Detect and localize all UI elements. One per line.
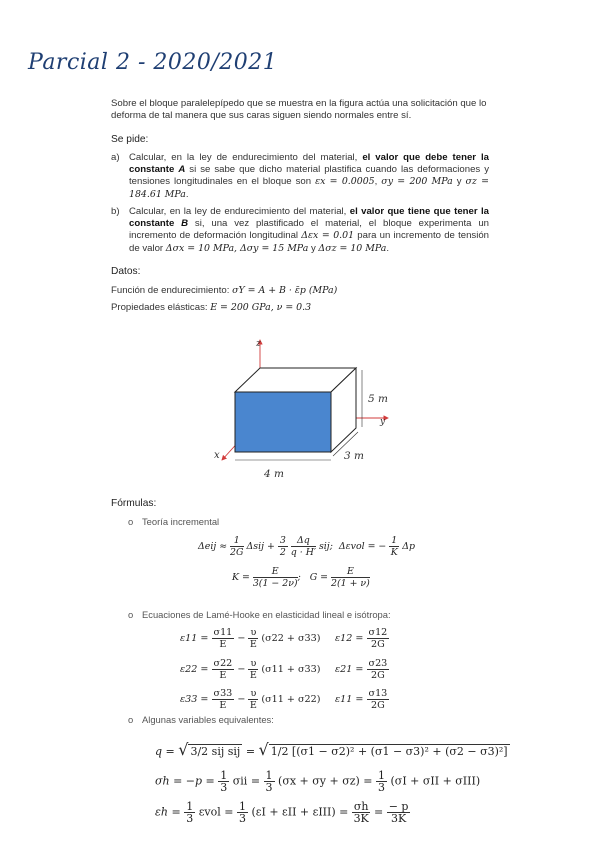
question-a-pre: Calcular, en la ley de endurecimiento del material, [129,152,363,163]
constant-b: B [181,218,189,230]
constant-a: A [178,164,186,176]
lame-r2-mid: − [237,664,246,675]
lame-r2-num: σ22 [213,658,233,669]
sigma-h-formula [155,770,480,793]
question-a-label: a) [111,152,120,163]
label-x: x [214,450,220,461]
lame-r1-mid: − [237,633,246,644]
question-b-mid2: para un incremento de tensión de valor [129,230,490,254]
eh-f1-num: 1 [186,800,194,813]
eh-f4-num: − p [388,800,409,813]
question-b-bold: el valor que tiene que tener la constante [129,206,489,230]
delta-sigma-xy-values: Δσx = 10 MPa, Δσy = 15 MPa [165,242,309,254]
shear-r2-num: σ23 [368,658,388,669]
page-title: Parcial 2 - 2020/2021 [28,50,278,75]
lame-r3-den2: E [249,700,257,711]
elastic-formula: E = 200 GPa, ν = 0.3 [210,302,312,313]
inc-t1: Δsij + [246,541,275,552]
lame-r1-tail: (σ22 + σ33) [261,633,321,644]
bullet-icon: o [128,714,134,725]
shear-row-3 [335,688,389,711]
question-b-label: b) [111,206,120,217]
equivalent-vars-item [128,714,274,725]
eh-f2-den: 3 [238,812,246,825]
k-den: 3(1 − 2ν) [252,578,298,589]
sh-t2: (σx + σy + σz) = [278,774,373,788]
sh-f1-den: 3 [220,781,228,794]
inc-f3-num: Δq [291,535,316,547]
lame-r2-nu: υ [250,658,257,669]
label-width: 4 m [264,468,284,480]
inc-f1-den: 2G [230,547,244,558]
question-b [111,206,489,255]
question-b-and: y [308,242,319,254]
eh-mid: = [373,805,384,819]
lame-r3-mid: − [237,694,246,705]
label-z: z [256,339,261,349]
question-a-bold: el valor que debe tener la constante [129,152,489,176]
inc-lhs: Δeij ≈ [198,541,228,552]
eh-f3-num: σh [353,800,369,813]
lame-r3-nu: υ [250,688,257,699]
lame-r1-den2: E [249,639,257,650]
eh-t2: (εI + εII + εIII) = [251,805,349,819]
delta-sigma-z-value: Δσz = 10 MPa [318,242,387,254]
k-g-sep: ; [297,572,301,583]
datos-heading: Datos: [111,266,141,277]
hardening-function [111,285,337,297]
incremental-theory-item [128,516,219,527]
eh-t1: εvol = [198,805,234,819]
epsilon-h-formula [155,801,410,824]
eh-f4-den: 3K [390,812,407,825]
question-a-and: y [452,176,466,188]
inc-f1-num: 1 [230,535,243,547]
eh-f3-den: 3K [353,812,369,825]
bullet-icon: o [128,609,134,620]
lame-row-1 [180,627,321,650]
g-num: E [331,566,370,578]
label-y: y [380,417,386,427]
shear-row-1 [335,627,389,650]
sh-f1-num: 1 [220,769,228,782]
bullet-icon: o [128,516,134,527]
formulas-heading: Fórmulas: [111,498,157,509]
label-height: 5 m [368,393,388,405]
inc-f4-num: 1 [391,535,398,546]
lame-r1-lhs: ε11 = [180,633,209,644]
sh-t1: σii = [232,774,261,788]
question-a-mid: si se sabe que dicho material plastifica cuando las deformaciones y tensiones longitudinales en el bloque son [129,164,489,188]
lame-r2-tail: (σ11 + σ33) [261,664,321,675]
lame-r2-den: E [219,670,227,681]
epsilon-x-value: εx = 0.0005 [315,176,375,188]
inc-f2-num: 3 [279,535,286,546]
eh-lhs: εh = [155,805,181,819]
inc-t4: Δp [402,541,415,552]
inc-f3-den: q · H′ [290,547,317,558]
q-sqrt2: 1/2 [(σ1 − σ2)² + (σ1 − σ3)² + (σ2 − σ3)²] [270,745,508,758]
block-figure [200,332,400,482]
g-den: 2(1 + ν) [331,578,370,589]
k-num: E [253,566,298,578]
block-front-face [235,392,331,452]
shear-r1-lhs: ε12 = [335,633,364,644]
lame-row-3 [180,688,321,711]
question-a: a) Calcular, en la ley de endurecimiento del material, el valor que debe tener la constante A si se sabe que dicho material plastifica cuando las deformaciones y tensiones longitudinales en el bloque son εx = 0.0005, σy = 200 MPa y σz = 184.61 MPa. [111,152,489,200]
eh-f1-den: 3 [186,812,194,825]
shear-r3-den: 2G [371,700,385,711]
g-lhs: G = [309,572,329,583]
lame-r1-num: σ11 [213,627,233,638]
intro-paragraph: Sobre el bloque paralelepípedo que se muestra en la figura actúa una solicitación que lo deforma de tal manera que sus caras siguen siendo normales entre sí. [111,98,487,122]
q-eq: = [245,745,256,758]
lame-r3-tail: (σ11 + σ22) [261,694,321,705]
lame-r2-den2: E [249,670,257,681]
sh-f2-den: 3 [265,781,273,794]
shear-r2-den: 2G [371,670,385,681]
eh-f2-num: 1 [238,800,246,813]
elastic-properties [111,302,311,314]
q-sqrt1: 3/2 sij sij [190,745,241,758]
shear-r1-num: σ12 [368,627,388,638]
inc-t3: Δεvol = − [338,541,387,552]
shear-r2-lhs: ε21 = [335,664,364,675]
inc-f4-den: K [390,547,398,558]
lame-r1-den: E [219,639,227,650]
question-b-mid: si, una vez plastificado el material, el bloque experimenta un incremento de deformación longitudinal [129,218,489,242]
question-b-pre: Calcular, en la ley de endurecimiento del material, [129,206,350,217]
delta-epsilon-x-value: Δεx = 0.01 [301,230,355,242]
lame-hooke-item [128,609,391,620]
inc-t2: sij; [319,541,333,552]
shear-r1-den: 2G [371,639,385,650]
lame-row-2 [180,658,321,681]
label-depth: 3 m [344,450,364,462]
lame-r3-den: E [219,700,227,711]
k-lhs: K = [232,572,250,583]
incremental-formula [198,535,415,558]
sigma-y-value: σy = 200 MPa [381,176,453,188]
question-b-end: . [386,242,390,254]
hardening-formula: σY = A + B · ε̄p (MPa) [232,285,338,296]
sigma-z-value: σz = 184.61 MPa [129,176,489,200]
shear-r3-num: σ13 [368,688,388,699]
k-g-formula [232,566,370,589]
question-a-end: . [185,188,189,200]
lame-r1-nu: υ [250,627,257,638]
sh-t3: (σI + σII + σIII) [390,774,481,788]
q-lhs: q = [155,745,175,758]
equivalent-vars-label: Algunas variables equivalentes: [142,714,274,725]
se-pide-heading: Se pide: [111,134,149,145]
incremental-theory-label: Teoría incremental [142,516,220,527]
inc-f2-den: 2 [279,547,286,558]
sh-lhs: σh = −p = [155,774,215,788]
lame-r3-lhs: ε33 = [180,694,209,705]
lame-r2-lhs: ε22 = [180,664,209,675]
sh-f3-num: 1 [378,769,386,782]
sh-f2-num: 1 [265,769,273,782]
sh-f3-den: 3 [378,781,386,794]
shear-row-2 [335,658,389,681]
lame-hooke-label: Ecuaciones de Lamé-Hooke en elasticidad lineal e isótropa: [142,609,391,620]
hardening-label: Función de endurecimiento: [111,285,233,296]
lame-r3-num: σ33 [213,688,233,699]
q-formula: q = √ 3/2 sij sij = √ 1/2 [(σ1 − σ2)² + (σ1 − σ3)² + (σ2 − σ3)²] [155,740,508,759]
elastic-label: Propiedades elásticas: [111,302,211,313]
shear-r3-lhs: ε11 = [335,694,364,705]
